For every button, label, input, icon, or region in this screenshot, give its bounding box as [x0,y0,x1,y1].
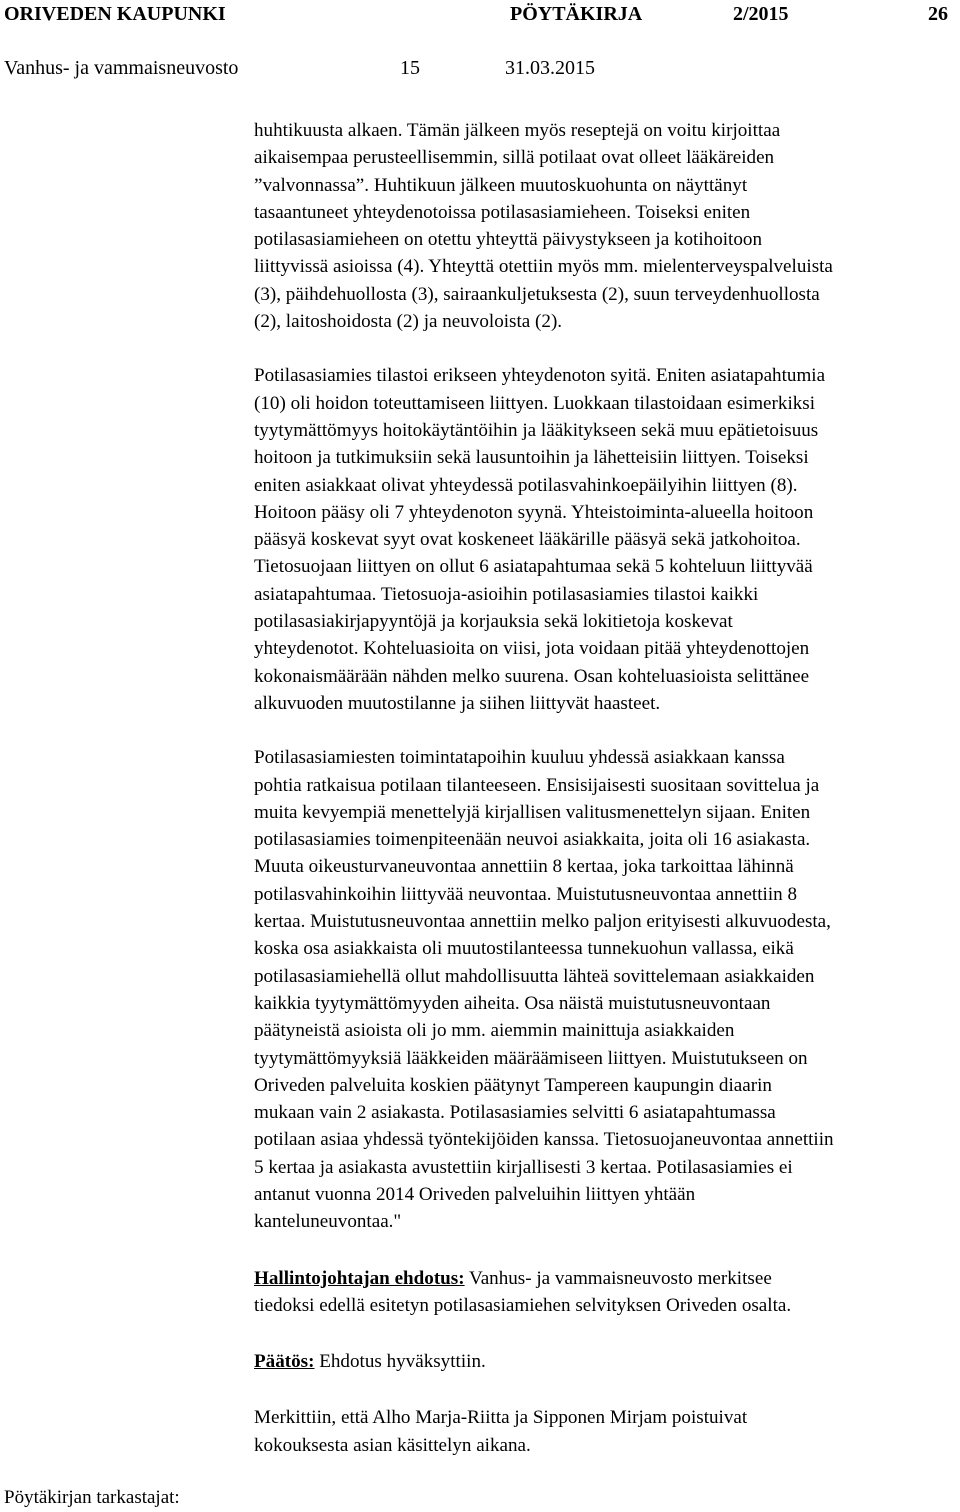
text-line: (3), päihdehuollosta (3), sairaankuljetuksesta (2), suun terveydenhuollosta [254,283,820,305]
text-line: hoitoon ja tutkimuksiin sekä lausuntoihin ja lähetteisiin liittyen. Toiseksi [254,447,809,469]
note-line-1: Merkittiin, että Alho Marja-Riitta ja Sipponen Mirjam poistuivat [254,1407,748,1429]
text-line: yhteydenotot. Kohteluasioita on viisi, jota voidaan pitää yhteydenottojen [254,638,810,660]
text-line: Tietosuojaan liittyen on ollut 6 asiatapahtumaa sekä 5 kohteluun liittyvää [254,556,813,578]
document-type: PÖYTÄKIRJA [510,3,643,25]
text-line: antanut vuonna 2014 Oriveden palveluihin liittyen yhtään [254,1183,696,1205]
text-line: liittyvissä asioissa (4). Yhteyttä otettiin myös mm. mielenterveyspalveluista [254,256,833,278]
text-line: aikaisempaa perusteellisemmin, sillä potilaat ovat olleet lääkäreiden [254,147,775,169]
text-line: pohtia ratkaisua potilaan tilanteeseen. Ensisijaisesti suositaan sovittelua ja [254,774,820,796]
paragraph-statistics [254,117,960,335]
proposal-text-1: Vanhus- ja vammaisneuvosto merkitsee [464,1267,772,1289]
minutes-body [254,117,960,1459]
text-line: potilasasiakirjapyyntöjä ja korjauksia sekä lokitietoja koskevat [254,611,733,633]
text-line: pääsyä koskevat syyt ovat koskeneet lääkärille pääsyä sekä jatkohoitoa. [254,529,801,551]
text-line: potilasvahinkoihin liittyvää neuvontaa. Muistutusneuvontaa annettiin 8 [254,883,798,905]
text-line: mukaan vain 2 asiakasta. Potilasasiamies selvitti 6 asiatapahtumassa [254,1102,776,1124]
text-line: Potilasasiamies tilastoi erikseen yhteydenoton syitä. Eniten asiatapahtumia [254,365,826,387]
decision [254,1348,960,1375]
text-line: muita kevyempiä menettelyjä kirjallisen valitusmenettelyn sijaan. Eniten [254,801,811,823]
text-line: Hoitoon pääsy oli 7 yhteydenoton syynä. Yhteistoiminta-alueella hoitoon [254,501,814,523]
proposal-line-2: tiedoksi edellä esitetyn potilasasiamiehen selvityksen Oriveden osalta. [254,1294,792,1316]
paragraph-practices [254,744,960,1235]
text-line: päätyneistä asioista oli jo mm. aiemmin mainittuja asiakkaiden [254,1020,735,1042]
note-line-2: kokouksesta asian käsittelyn aikana. [254,1434,531,1456]
text-line: eniten asiakkaat olivat yhteydessä potilasvahinkoepäilyihin liittyen (8). [254,474,798,496]
text-line: potilasasiamies toimenpiteenään neuvoi asiakkaita, joita oli 16 asiakasta. [254,829,811,851]
inspectors-label: Pöytäkirjan tarkastajat: [4,1487,180,1508]
meeting-date: 31.03.2015 [505,57,595,79]
text-line: Oriveden palveluita koskien päätynyt Tampereen kaupungin diaarin [254,1074,772,1096]
text-line: koska osa asiakkaista oli muutostilanteessa tunnekuohun vallassa, eikä [254,938,794,960]
text-line: Potilasasiamiesten toimintatapoihin kuuluu yhdessä asiakkaan kanssa [254,747,785,769]
text-line: kanteluneuvontaa." [254,1211,402,1233]
paragraph-reasons [254,362,960,717]
decision-text: Ehdotus hyväksyttiin. [314,1351,486,1373]
decision-label: Päätös: [254,1351,315,1373]
text-line: tyytymättömyyksiä lääkkeiden määräämiseen liittyen. Muistutukseen on [254,1047,808,1069]
text-line: tyytymättömyys hoitokäytäntöihin ja lääkitykseen sekä muu epätietoisuus [254,419,819,441]
text-line: kertaa. Muistutusneuvontaa annettiin melko paljon erityisesti alkuvuodesta, [254,911,831,933]
organization-name: ORIVEDEN KAUPUNKI [4,3,226,25]
committee-name: Vanhus- ja vammaisneuvosto [4,57,239,79]
text-line: potilasasiamiehellä ollut mahdollisuutta lähteä sovittelemaan asiakkaiden [254,965,815,987]
text-line: Muuta oikeusturvaneuvontaa annettiin 8 kertaa, joka tarkoittaa lähinnä [254,856,794,878]
text-line: (10) oli hoidon toteuttamiseen liittyen. Luokkaan tilastoidaan esimerkiksi [254,392,816,414]
text-line: kokonaismäärään nähden melko suurena. Osan kohteluasioista selittänee [254,665,810,687]
text-line: potilaan asiaa yhdessä työntekijöiden kanssa. Tietosuojaneuvontaa annettiin [254,1129,834,1151]
text-line: 5 kertaa ja asiakasta avustettiin kirjallisesti 3 kertaa. Potilasasiamies ei [254,1156,793,1178]
section-number: 15 [400,57,420,79]
page-number: 26 [928,3,948,25]
document-number: 2/2015 [733,3,789,25]
text-line: potilasasiamieheen on otettu yhteyttä päivystykseen ja kotihoitoon [254,229,762,251]
note [254,1404,960,1459]
proposal-label: Hallintojohtajan ehdotus: [254,1267,465,1289]
proposal [254,1265,960,1320]
proposal-line-1 [254,1265,960,1292]
text-line: tasaantuneet yhteydenotoissa potilasasiamieheen. Toiseksi eniten [254,201,751,223]
text-line: ”valvonnassa”. Huhtikuun jälkeen muutoskuohunta on näyttänyt [254,174,748,196]
text-line: asiatapahtumaa. Tietosuoja-asioihin potilasasiamies tilastoi kaikki [254,583,759,605]
text-line: kaikkia tyytymättömyyden aiheita. Osa näistä muistutusneuvontaan [254,992,771,1014]
text-line: (2), laitoshoidosta (2) ja neuvoloista (2). [254,311,563,333]
text-line: huhtikuusta alkaen. Tämän jälkeen myös reseptejä on voitu kirjoittaa [254,120,781,141]
text-line: alkuvuoden muutostilanne ja siihen liittyvät haasteet. [254,692,661,714]
